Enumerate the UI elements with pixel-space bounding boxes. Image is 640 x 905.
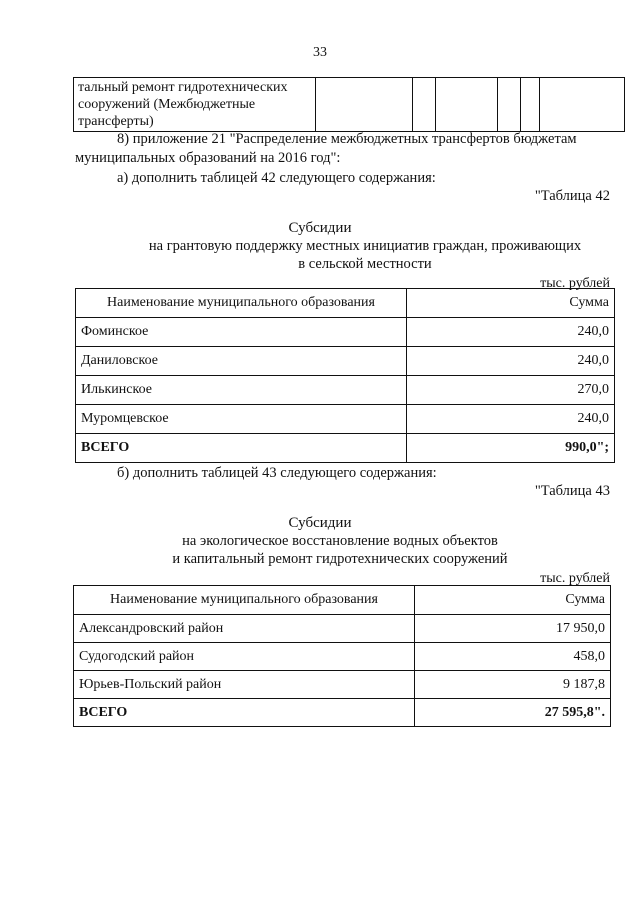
column-header-name: Наименование муниципального образования [76,289,407,318]
continuation-line: сооружений (Межбюджетные [78,97,256,112]
table42-label: "Таблица 42 [534,188,610,204]
total-label: ВСЕГО [74,699,415,727]
table-row [74,615,611,643]
continuation-line: тальный ремонт гидротехнических [78,80,288,95]
table-row [74,643,611,671]
municipality-sum: 240,0 [407,405,615,434]
municipality-sum: 240,0 [407,318,615,347]
table42-units: тыс. рублей [540,276,610,291]
table42 [75,288,615,463]
empty-cell [540,78,625,132]
table43-subtitle-line1: на экологическое восстановление водных объектов [182,533,498,549]
table-header-row [76,289,615,318]
municipality-name: Александровский район [74,615,415,643]
municipality-name: Судогодский район [74,643,415,671]
empty-cell [521,78,540,132]
continuation-line: трансферты) [78,114,154,129]
municipality-sum: 9 187,8 [415,671,611,699]
table-header-row [74,586,611,615]
total-label: ВСЕГО [76,434,407,463]
table-row [76,405,615,434]
column-header-sum: Сумма [407,289,615,318]
table43-title: Субсидии [288,515,352,531]
table43-label: "Таблица 43 [534,483,610,499]
municipality-sum: 17 950,0 [415,615,611,643]
empty-cell [436,78,498,132]
table-row [74,78,625,132]
continuation-table [73,77,625,132]
table-row [76,347,615,376]
table43-subtitle-line2: и капитальный ремонт гидротехнических сооружений [172,551,508,567]
column-header-name: Наименование муниципального образования [74,586,415,615]
table42-subtitle-line2: в сельской местности [298,256,432,272]
municipality-sum: 458,0 [415,643,611,671]
table42-title: Субсидии [288,220,352,236]
paragraph-item-a: а) дополнить таблицей 42 следующего содержания: [117,170,436,186]
total-sum: 27 595,8". [415,699,611,727]
municipality-sum: 270,0 [407,376,615,405]
table43 [73,585,611,727]
empty-cell [498,78,521,132]
municipality-name: Даниловское [76,347,407,376]
total-sum: 990,0"; [407,434,615,463]
table-row [76,376,615,405]
column-header-sum: Сумма [415,586,611,615]
municipality-name: Юрьев-Польский район [74,671,415,699]
total-row [74,699,611,727]
table43-units: тыс. рублей [540,571,610,586]
paragraph-item8-line2: муниципальных образований на 2016 год": [75,150,341,166]
continuation-name-cell [74,78,316,132]
total-row [76,434,615,463]
empty-cell [316,78,413,132]
municipality-sum: 240,0 [407,347,615,376]
page-number: 33 [313,45,327,60]
empty-cell [413,78,436,132]
municipality-name: Илькинское [76,376,407,405]
table-row [74,671,611,699]
municipality-name: Фоминское [76,318,407,347]
municipality-name: Муромцевское [76,405,407,434]
table42-subtitle-line1: на грантовую поддержку местных инициатив граждан, проживающих [148,238,582,254]
table-row [76,318,615,347]
paragraph-item8-line1: 8) приложение 21 "Распределение межбюджетных трансфертов бюджетам [117,131,577,147]
paragraph-item-b: б) дополнить таблицей 43 следующего содержания: [117,465,437,481]
